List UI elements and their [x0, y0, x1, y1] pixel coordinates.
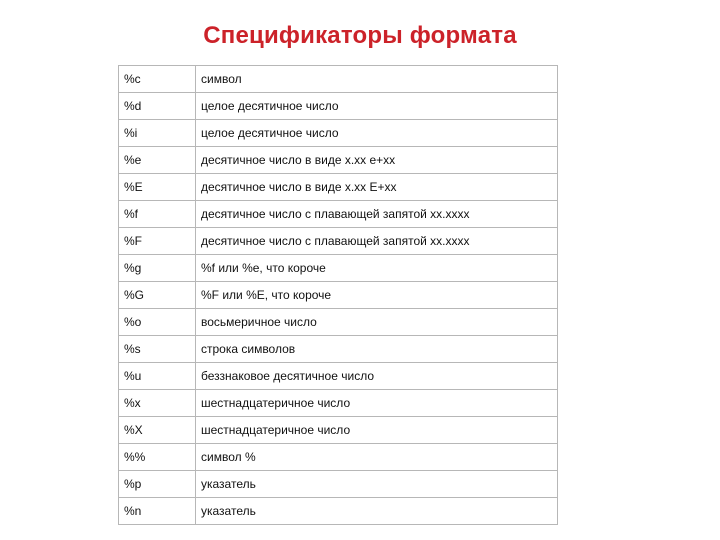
table-row	[119, 147, 558, 174]
table-row	[119, 66, 558, 93]
description-cell: указатель	[196, 471, 558, 498]
table-row	[119, 363, 558, 390]
table-row	[119, 444, 558, 471]
description-cell: %f или %e, что короче	[196, 255, 558, 282]
specifier-cell: %g	[119, 255, 196, 282]
description-cell: строка символов	[196, 336, 558, 363]
description-cell: беззнаковое десятичное число	[196, 363, 558, 390]
table-row	[119, 498, 558, 525]
description-cell: шестнадцатеричное число	[196, 417, 558, 444]
table-row	[119, 93, 558, 120]
table-row	[119, 282, 558, 309]
specifier-cell: %i	[119, 120, 196, 147]
description-cell: целое десятичное число	[196, 120, 558, 147]
specifier-cell: %F	[119, 228, 196, 255]
description-cell: десятичное число в виде x.xx e+xx	[196, 147, 558, 174]
slide-title: Спецификаторы формата	[203, 22, 517, 49]
specifier-cell: %%	[119, 444, 196, 471]
table-row	[119, 390, 558, 417]
table-row	[119, 336, 558, 363]
specifier-cell: %e	[119, 147, 196, 174]
specifier-cell: %p	[119, 471, 196, 498]
specifier-cell: %u	[119, 363, 196, 390]
description-cell: десятичное число с плавающей запятой xx.xxxx	[196, 228, 558, 255]
table-row	[119, 471, 558, 498]
table-row	[119, 255, 558, 282]
description-cell: символ	[196, 66, 558, 93]
specifier-cell: %n	[119, 498, 196, 525]
table-row	[119, 228, 558, 255]
description-cell: десятичное число с плавающей запятой xx.xxxx	[196, 201, 558, 228]
specifier-cell: %s	[119, 336, 196, 363]
table-row	[119, 417, 558, 444]
specifier-cell: %G	[119, 282, 196, 309]
description-cell: шестнадцатеричное число	[196, 390, 558, 417]
format-specifier-table	[118, 65, 558, 525]
description-cell: восьмеричное число	[196, 309, 558, 336]
description-cell: целое десятичное число	[196, 93, 558, 120]
description-cell: десятичное число в виде x.xx E+xx	[196, 174, 558, 201]
description-cell: указатель	[196, 498, 558, 525]
specifier-cell: %E	[119, 174, 196, 201]
table-row	[119, 174, 558, 201]
format-specifier-table-body	[119, 66, 558, 525]
description-cell: %F или %E, что короче	[196, 282, 558, 309]
specifier-cell: %d	[119, 93, 196, 120]
specifier-cell: %x	[119, 390, 196, 417]
table-row	[119, 201, 558, 228]
specifier-cell: %o	[119, 309, 196, 336]
specifier-cell: %c	[119, 66, 196, 93]
table-row	[119, 120, 558, 147]
specifier-cell: %f	[119, 201, 196, 228]
specifier-cell: %X	[119, 417, 196, 444]
table-row	[119, 309, 558, 336]
description-cell: символ %	[196, 444, 558, 471]
